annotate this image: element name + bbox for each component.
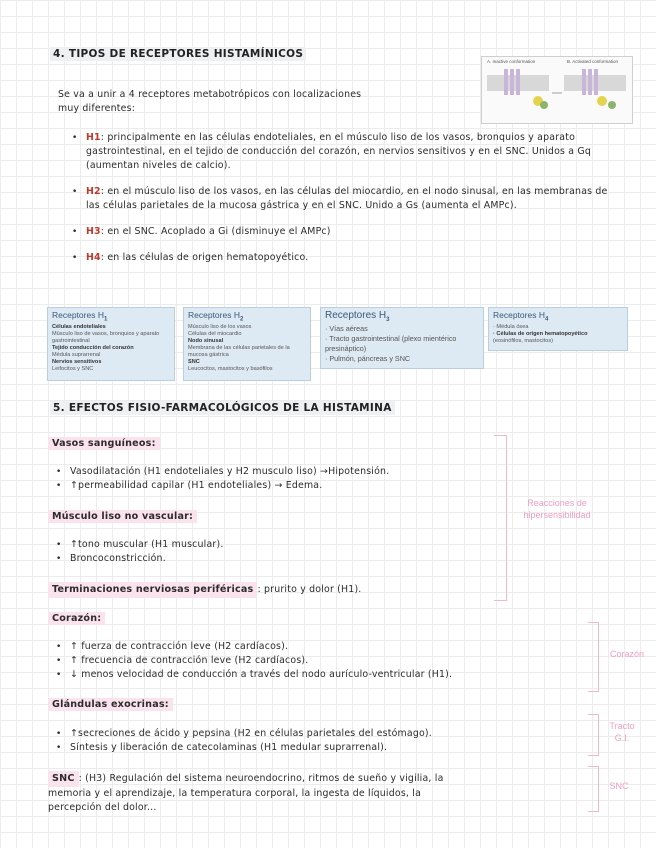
musculo-heading: Músculo liso no vascular: (48, 510, 197, 523)
list-item: • Broncoconstricción. (54, 552, 494, 566)
terminaciones-line (48, 582, 508, 598)
terminaciones-text: : prurito y dolor (H1). (257, 584, 362, 595)
section-5-title (50, 402, 395, 414)
box-h3-item: · Pulmón, páncreas y SNC (325, 354, 411, 363)
glandulas-heading: Glándulas exocrinas: (48, 698, 173, 711)
musculo-list (54, 538, 494, 566)
h2-tag: H2 (86, 186, 101, 197)
receptor-conformation-figure (481, 56, 633, 124)
list-item-h2 (70, 185, 610, 213)
bracket-corazon (588, 622, 599, 692)
list-item: • Síntesis y liberación de catecolaminas (H1 medular suprarrenal). (54, 741, 594, 755)
list-item: • Vasodilatación (H1 endoteliales y H2 musculo liso) →Hipotensión. (54, 465, 514, 479)
box-h1-item: Tejido conducción del corazón (52, 344, 134, 351)
h1-tag: H1 (86, 132, 101, 143)
box-h2-item: Músculo liso de los vasos (188, 323, 252, 330)
h1-text: : principalmente en las células endoteliales, en el músculo liso de los vasos, bronquios y aparato gastrointestinal, en el tejido de conducción del corazón, en nervios sensitivos y en el SNC. Unidos a Gq (aumentan niveles de calcio). (86, 132, 592, 171)
label-hipersensibilidad: Reacciones de hipersensibilidad (523, 498, 591, 520)
box-h3-title: Receptores $H_3$ (325, 310, 390, 323)
h3-tag: H3 (86, 226, 101, 237)
box-h4-item: · Células de origen hematopoyético (493, 330, 588, 337)
label-corazon: Corazón (609, 649, 645, 659)
snc-line-1 (48, 771, 588, 787)
corazon-heading: Corazón: (48, 612, 105, 625)
box-h1-title: Receptores $H_1$ (52, 310, 108, 323)
vasos-heading: Vasos sanguíneos: (48, 437, 160, 450)
label-tracto: Tracto G.I. (609, 721, 635, 743)
box-h1-item: Leifocitos y SNC (52, 365, 94, 372)
receptor-box-h2 (183, 307, 311, 381)
section-4-title-text: 4. TIPOS DE RECEPTORES HISTAMÍNICOS (50, 47, 306, 61)
h3-text: : en el SNC. Acoplado a Gi (disminuye el AMPc) (100, 226, 331, 237)
box-h4-item: · Médula ósea (493, 323, 529, 330)
snc-heading: SNC (48, 771, 79, 787)
h4-tag: H4 (86, 252, 101, 263)
corazon-list (54, 640, 594, 682)
list-item: • ↑tono muscular (H1 muscular). (54, 538, 494, 552)
section-4-title (50, 48, 306, 60)
figure-label-a: A. Inactive conformation (487, 59, 536, 64)
list-item-h3 (70, 225, 610, 239)
snc-line-2: memoria y el aprendizaje, la temperatura corporal, la ingesta de líquidos, la (48, 788, 422, 799)
glandulas-list (54, 727, 594, 755)
box-h2-item: Células del miocardio (188, 330, 242, 337)
bracket-tracto (588, 714, 599, 756)
box-h2-item: Nodo sinusal (188, 337, 224, 344)
label-snc: SNC (609, 781, 629, 791)
receptor-box-h1 (47, 307, 175, 381)
box-h3-item: · Tracto gastrointestinal (plexo mientérico presináptico) (325, 334, 457, 353)
receptor-box-h3 (320, 307, 484, 369)
box-h2-title: Receptores $H_2$ (188, 310, 244, 323)
box-h2-item: Leucocitos, mastocitos y basófilos (188, 365, 273, 372)
list-item: • ↑permeabilidad capilar (H1 endoteliales) → Edema. (54, 479, 514, 493)
box-h4-item: (eosinófilos, mastocitos) (493, 337, 553, 344)
snc-paragraph (48, 771, 588, 815)
snc-line-3: percepción del dolor... (48, 802, 157, 813)
vasos-list (54, 465, 514, 493)
list-item: • ↓ menos velocidad de conducción a través del nodo aurículo-ventricular (H1). (54, 668, 594, 682)
box-h2-item: SNC (188, 358, 200, 365)
receptor-diagram-icon (482, 57, 632, 123)
terminaciones-heading: Terminaciones nerviosas periféricas (48, 582, 257, 598)
list-item-h1 (70, 131, 610, 173)
h2-text: : en el músculo liso de los vasos, en las células del miocardio, en el nodo sinusal, en las membranas de las células parietales de la mucosa gástrica y en el SNC. Unido a Gs (aumenta el AMPc). (86, 186, 608, 211)
box-h3-item: · Vías aéreas (325, 324, 368, 333)
section-5-title-text: 5. EFECTOS FISIO-FARMACOLÓGICOS DE LA HISTAMINA (50, 401, 395, 415)
list-item: • ↑ fuerza de contracción leve (H2 cardíacos). (54, 640, 594, 654)
snc-text-1: : (H3) Regulación del sistema neuroendocrino, ritmos de sueño y vigilia, la (78, 773, 444, 784)
intro-line-2: muy diferentes: (58, 103, 136, 114)
box-h1-item: Nervios sensitivos (52, 358, 102, 365)
list-item-h4 (70, 251, 610, 265)
bracket-snc (588, 766, 599, 812)
box-h1-item: Músculo liso de vasos, bronquios y aparato gastrointestinal (52, 330, 160, 344)
box-h2-item: Membrana de las células parietales de la mucosa gástrica (188, 344, 290, 358)
list-item: • ↑secreciones de ácido y pepsina (H2 en células parietales del estómago). (54, 727, 594, 741)
list-item: • ↑ frecuencia de contracción leve (H2 cardíacos). (54, 654, 594, 668)
box-h1-item: Médula suprarrenal (52, 351, 101, 358)
bracket-hipersensibilidad (494, 435, 507, 601)
receptor-type-list (70, 131, 610, 277)
figure-label-b: B. Activated conformation (567, 59, 619, 64)
box-h4-title: Receptores $H_4$ (493, 310, 549, 323)
receptor-box-h4 (488, 307, 628, 351)
h4-text: : en las células de origen hematopoyético. (100, 252, 309, 263)
intro-line-1: Se va a unir a 4 receptores metabotrópicos con localizaciones (58, 89, 362, 100)
box-h1-item: Células endoteliales (52, 323, 106, 330)
section-4-intro (58, 88, 478, 116)
